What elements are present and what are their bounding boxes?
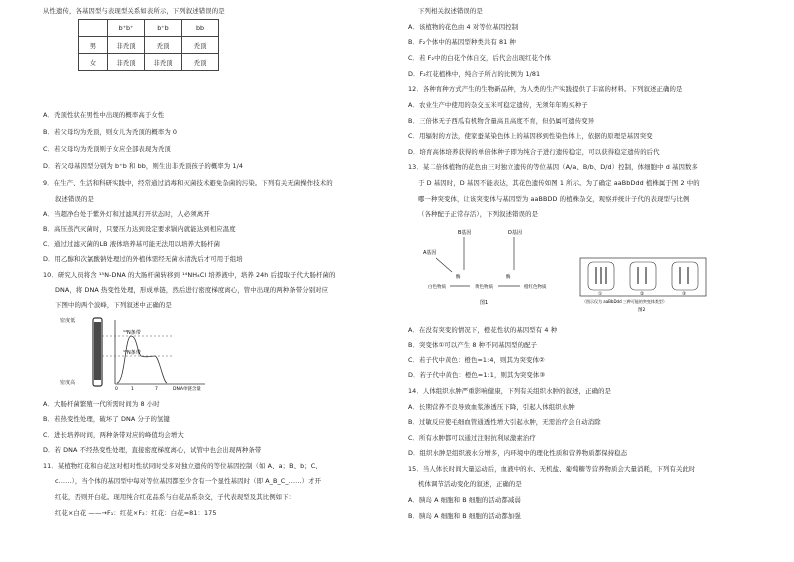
option-text: C．若子代中黄色：橙色=1:4，则其为突变体②: [408, 356, 545, 364]
gene-b-label: B基因: [458, 230, 472, 236]
mutant-label: ③: [682, 292, 687, 297]
tube-liquid: [94, 322, 101, 380]
table-cell: 女: [79, 54, 108, 71]
band-14-label: ¹⁴N条带: [123, 330, 141, 336]
x-axis-label: DNA单链含量: [173, 387, 201, 392]
enzyme-label: 酶: [456, 275, 461, 280]
table-cell: 秃顶: [182, 37, 219, 54]
cell-3: [672, 262, 698, 290]
option-text: B．若热变性处理，破坏了 DNA 分子的氢键: [43, 415, 170, 423]
option-text: A．该植物的花色由 4 对等位基因控制: [408, 23, 519, 31]
question-stem: 12．各种育种方式产生的生物新品种，为人类的生产实践提供了丰富的材料。下列叙述正确的是: [408, 85, 683, 93]
density-low-label: 密度低: [60, 318, 76, 324]
question-stem: 下图中的两个波峰，下列叙述中正确的是: [55, 301, 172, 309]
option-text: A．长期营养不良导致血浆渗透压下降，引起人体组织水肿: [408, 403, 575, 411]
x-tick: 1: [131, 387, 134, 392]
option-text: C．通过过滤灭菌的LB 液体培养基可能无法用以培养大肠杆菌: [43, 240, 221, 248]
option-text: D．培育高体培养获得的单倍体种子即为纯合子进行遗传稳定，可以获得稳定遗传的后代: [408, 148, 660, 156]
table-header-cell: b⁺b: [145, 20, 182, 37]
figure-1-label: 图1: [480, 300, 489, 306]
density-high-label: 密度高: [60, 380, 76, 386]
table-cell: 秃顶: [182, 54, 219, 71]
option-text: B．过敏反应使毛细血管通透性增大引起水肿，无需治疗会自动消除: [408, 418, 601, 426]
substance-2: 黄色物质: [475, 285, 493, 290]
table-header-cell: [79, 20, 108, 37]
option-text: B．胰岛 A 细胞和 B 细胞的活动都加强: [408, 512, 521, 520]
option-text: D．若子代中黄色：橙色=1:1，则其为突变体③: [408, 371, 546, 379]
gene-a-label: A基因: [423, 250, 437, 256]
table-cell: 秃顶: [145, 37, 182, 54]
question-stem: 9．在生产、生活和科研实践中，经常通过消毒和灭菌技术避免杂菌的污染。下列有关无菌操作技术的: [43, 179, 333, 187]
option-text: A．农业生产中使用的杂交玉米可稳定遗传，无须年年购买种子: [408, 101, 588, 109]
question-stem: 15．当人体长时间大量运动后，血液中的水、无机盐、葡萄糖等营养物质会大量消耗，下列有关此时: [408, 465, 696, 473]
figure-2-caption: （图示仅为 aaBbDdd 三种可能的突变体类型）: [582, 299, 667, 304]
table-cell: 非秃顶: [108, 54, 145, 71]
question-stem: 红花，否则开白花。现用纯合红花品系与白花品系杂交，子代表现型及其比例如下：: [55, 493, 296, 501]
mutant-figure: [578, 256, 708, 314]
question-stem: 11．某植物红花和白花这对相对性状同时受多对独立遗传的等位基因控制（如 A、a；B、b；C、: [43, 462, 322, 470]
x-tick: 7: [155, 387, 158, 392]
option-text: B．高压蒸汽灭菌时，只要压力达到设定要求锅内就能达到相应温度: [43, 225, 236, 233]
option-text: C．若 F₂中的白花个体自交，后代会出现红花个体: [408, 54, 551, 62]
question-stem: 下列相关叙述错误的是: [418, 7, 483, 15]
table-cell: 男: [79, 37, 108, 54]
arrow-a: [436, 258, 452, 272]
question-stem: （各种配子正常存活），下列叙述错误的是: [418, 210, 539, 218]
question-stem: c……），当个体的基因型中每对等位基因都至少含有一个显性基因时（即 A_B_C_……）才开: [55, 477, 322, 485]
question-stem: 叙述错误的是: [55, 195, 94, 203]
question-stem: 于 D 基因时，D 基因不能表达，其花色遗传如图 1 所示。为了确定 aaBbDdd 植株属于图 2 中的: [418, 179, 700, 187]
intro-text: 从性遗传，各基因型与表现型关系如表所示，下列叙述错误的是: [43, 7, 225, 15]
option-text: B．若父母均为秃顶，则女儿为秃顶的概率为 0: [43, 128, 178, 136]
substance-3: 橙红色物质: [524, 285, 547, 290]
table-cell: 非秃顶: [145, 54, 182, 71]
option-text: B．三倍体无子西瓜有机物含量高且高度不育，但仍属可遗传变异: [408, 117, 595, 125]
table-cell: 非秃顶: [108, 37, 145, 54]
question-stem: 14．人体组织水肿严重影响健康，下列有关组织水肿的叙述，正确的是: [408, 387, 612, 395]
density-curve: [117, 336, 167, 383]
dna-density-figure: [55, 312, 230, 392]
option-text: C．进长培养时间，两种条带对应的峰值均会增大: [43, 431, 184, 439]
option-text: D．若父母基因型分别为 b⁺b 和 bb，则生出非秃顶孩子的概率为 1/4: [43, 162, 244, 170]
option-text: B．F₂个体中的基因型种类共有 81 种: [408, 38, 516, 46]
question-stem: 13．某二倍体植物的花色由三对独立遗传的等位基因（A/a、B/b、D/d）控制，体细胞中 d 基因数多: [408, 163, 698, 171]
question-stem: DNA，将 DNA 热变性处理，形成单链，然后进行密度梯度离心，管中出现的两种条带分别对应: [55, 286, 329, 294]
option-text: A．大肠杆菌繁殖一代所需时间为 8 小时: [43, 400, 160, 408]
option-text: A．胰岛 A 细胞和 B 细胞的活动都减弱: [408, 496, 521, 504]
option-text: D．组织水肿是组织液水分增多，内环境中的理化性质和营养物质都保持稳态: [408, 449, 628, 457]
mutant-label: ①: [598, 292, 603, 297]
table-header-cell: bb: [182, 20, 219, 37]
enzyme-label: 酶: [506, 275, 511, 280]
color-pathway-figure: [420, 226, 560, 308]
option-text: A．秃顶性状在男性中出现的概率高于女性: [43, 111, 165, 119]
option-text: C．若父母均为秃顶则子女应全部表现为秃顶: [43, 145, 171, 153]
cell-2: [630, 262, 656, 290]
genotype-table: [78, 19, 219, 71]
gene-d-label: D基因: [508, 230, 522, 236]
question-stem: 10．研究人员将含 ¹⁵N-DNA 的大肠杆菌转移到 ¹⁴NH₄Cl 培养液中，培养 24h 后提取子代大肠杆菌的: [43, 271, 336, 279]
question-stem: 哪一种突变体，让该突变体与基因型为 aaBBDD 的植株杂交，观察并统计子代的表现型与比例: [418, 195, 690, 203]
option-text: C．用辐射的方法，使家蚕某染色体上的基因移到性染色体上，依据的原理是基因突变: [408, 132, 653, 140]
mutant-label: ②: [640, 292, 645, 297]
option-text: A．当超净台处于紫外灯和过滤风打开状态时，人必须离开: [43, 210, 210, 218]
substance-1: 白色物质: [428, 285, 446, 290]
option-text: C．所有水肿都可以通过注射抗利尿激素治疗: [408, 434, 536, 442]
option-text: D．若 DNA 不经热变性处理，直接密度梯度离心，试管中也会出现两种条带: [43, 446, 262, 454]
x-tick: 0: [115, 387, 118, 392]
question-stem: 机体调节活动变化的叙述，正确的是: [418, 480, 522, 488]
cross-result: 红花×白花 ——→F₁：红花×F₂：红花：白花=81：175: [55, 509, 217, 517]
figure-2-label: 图2: [638, 308, 646, 313]
band-15-label: ¹⁵N条带: [123, 350, 141, 356]
option-text: B．突变体①可以产生 8 种不同基因型的配子: [408, 341, 538, 349]
option-text: D．F₂红花植株中，纯合子所占的比例为 1/81: [408, 70, 541, 78]
option-text: D．用乙醇和次氯酸钠处理过的外植体需经无菌水清洗后才可用于组培: [43, 255, 243, 263]
table-header-cell: b⁺b⁺: [108, 20, 145, 37]
option-text: A．在没有突变的情况下，橙花性状的基因型有 4 种: [408, 326, 558, 334]
